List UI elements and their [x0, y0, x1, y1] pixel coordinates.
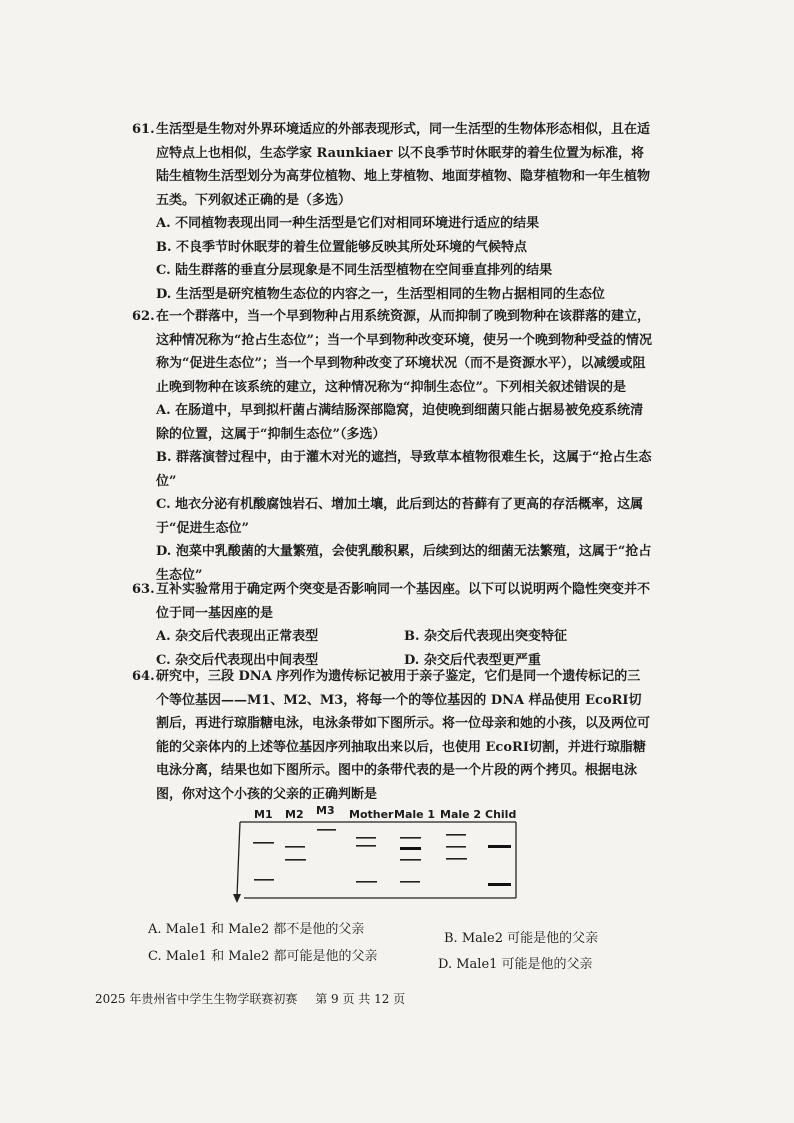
q64-option-b: B. Male2 可能是他的父亲: [444, 931, 599, 946]
migration-arrow-head: [233, 894, 241, 903]
question-64: [132, 665, 652, 806]
option-row: [156, 625, 652, 649]
band-male1-4: [400, 881, 420, 883]
option-b: B. 杂交后代表现出突变特征: [404, 629, 568, 644]
footer-page-number: 第 9 页 共 12 页: [315, 992, 406, 1006]
band-male2-3: [446, 858, 467, 860]
option-d: D. 泡菜中乳酸菌的大量繁殖，会使乳酸积累，后续到达的细菌无法繁殖，这属于“抢占生态位”: [156, 544, 652, 583]
question-number: 62.: [132, 309, 155, 324]
band-m3: [317, 829, 336, 831]
band-child-lower-bold: [488, 883, 511, 886]
question-number: 64.: [132, 669, 155, 684]
band-child-upper-bold: [488, 845, 511, 848]
band-male2-1: [446, 834, 466, 836]
band-male1-1: [400, 837, 421, 839]
q64-option-c: C. Male1 和 Male2 都可能是他的父亲: [148, 949, 378, 964]
option-a: A. 在肠道中，早到拟杆菌占满结肠深部隐窝，迫使晚到细菌只能占据易被免疫系统清除的位置，这属于“抑制生态位”（多选）: [156, 403, 644, 442]
lane-label-male1: Male 1: [394, 808, 436, 821]
option-b: B. 不良季节时休眠芽的着生位置能够反映其所处环境的气候特点: [156, 239, 528, 255]
option-c: C. 陆生群落的垂直分层现象是不同生活型植物在空间垂直排列的结果: [156, 263, 553, 278]
lane-label-m1: M1: [254, 808, 273, 821]
option-a: A. 不同植物表现出同一种生活型是它们对相同环境进行适应的结果: [156, 216, 540, 231]
migration-arrow-line: [237, 822, 240, 896]
band-m1-upper: [253, 842, 274, 844]
question-stem: 互补实验常用于确定两个突变是否影响同一个基因座。以下可以说明两个隐性突变并不位于同一基因座的是: [156, 582, 651, 621]
option-c: C. 杂交后代表现出中间表型: [156, 652, 319, 668]
question-stem: 研究中，三段 DNA 序列作为遗传标记被用于亲子鉴定，它们是同一个遗传标记的三个等位基因——M1、M2、M3，将每一个的等位基因的 DNA 样品使用 EcoRI切割后，再进行琼脂糖电泳，电泳条带如下图所示。将一位母亲和她的小孩，以及两位可能的父亲体内的上述等位基因序列抽取出来以后，也使用 EcoRI切割，并进行琼脂糖电泳分离，结果也如下图所示。图中的条带代表的是一个片段的两个拷贝。根据电泳图，你对这个小孩的父亲的正确判断是: [156, 669, 651, 802]
option-c: C. 地衣分泌有机酸腐蚀岩石、增加土壤，此后到达的苔藓有了更高的存活概率，这属于“促进生态位”: [156, 497, 644, 536]
lane-label-mother: Mother: [349, 808, 394, 821]
band-m1-lower: [254, 879, 274, 881]
question-63: [132, 578, 652, 672]
band-mother-1: [356, 837, 376, 839]
band-mother-3: [356, 881, 377, 883]
band-male1-3: [400, 859, 421, 861]
gel-drawing: [232, 808, 522, 908]
option-a: A. 杂交后代表现出正常表型: [156, 629, 319, 644]
band-male1-2-bold: [400, 847, 421, 850]
q64-option-d: D. Male1 可能是他的父亲: [438, 957, 593, 972]
question-number: 61.: [132, 122, 155, 137]
question-stem: 在一个群落中，当一个早到物种占用系统资源，从而抑制了晚到物种在该群落的建立，这种情况称为“抢占生态位”；当一个早到物种改变环境，使另一个晚到物种受益的情况称为“促进生态位”；当一个早到物种改变了环境状况（而不是资源水平），以减缓或阻止晚到物种在该系统的建立，这种情况称为“抑制生态位”。下列相关叙述错误的是: [156, 309, 652, 395]
band-mother-2: [356, 845, 376, 847]
band-m2-lower: [285, 859, 306, 861]
question-61: [132, 118, 652, 306]
question-stem: 生活型是生物对外界环境适应的外部表现形式，同一生活型的生物体形态相似，且在适应特点上也相似，生态学家 Raunkiaer 以不良季节时休眠芽的着生位置为标准，将陆生植物生活型划分为高芽位植物、地上芽植物、地面芽植物、隐芽植物和一年生植物五类。下列叙述正确的是（多选）: [156, 122, 651, 208]
lane-label-m2: M2: [285, 808, 304, 821]
gel-electrophoresis-figure: [232, 804, 522, 908]
question-62: [132, 305, 652, 587]
option-b: B. 群落演替过程中，由于灌木对光的遮挡，导致草本植物很难生长，这属于“抢占生态位”: [156, 450, 652, 489]
lane-label-child: Child: [485, 808, 517, 821]
lane-label-m3: M3: [316, 804, 335, 817]
band-male2-2: [446, 846, 466, 848]
footer-exam-title: 2025 年贵州省中学生生物学联赛初赛: [95, 992, 298, 1006]
option-d: D. 杂交后代表型更严重: [404, 652, 541, 668]
option-d: D. 生活型是研究植物生态位的内容之一，生活型相同的生物占据相同的生态位: [156, 286, 605, 302]
lane-label-male2: Male 2: [440, 808, 482, 821]
band-m2-upper: [285, 846, 305, 848]
question-number: 63.: [132, 582, 155, 597]
q64-option-a: A. Male1 和 Male2 都不是他的父亲: [148, 922, 365, 937]
page-footer: [95, 990, 405, 1007]
